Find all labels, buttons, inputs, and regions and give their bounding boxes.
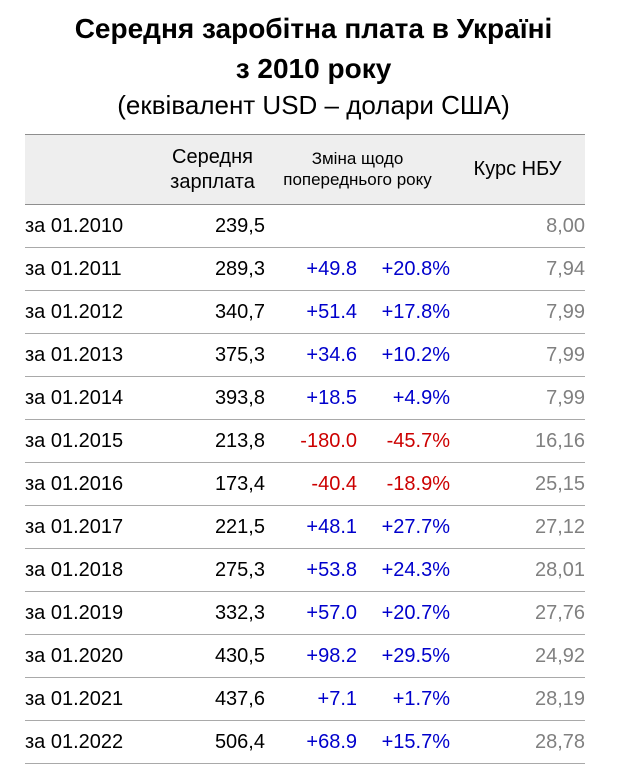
change-abs-cell: +48.1 (265, 506, 357, 549)
table-row (25, 420, 585, 463)
change-pct-cell: +27.7% (357, 506, 450, 549)
change-pct-cell: -45.7% (357, 420, 450, 463)
table-header-row (25, 135, 585, 205)
header-change-cell: Зміна щодо попереднього року (265, 135, 450, 205)
table-row (25, 506, 585, 549)
change-pct-cell: +20.7% (357, 592, 450, 635)
change-abs-cell: +51.4 (265, 291, 357, 334)
rate-cell: 7,99 (450, 377, 585, 420)
change-abs-cell (265, 205, 357, 248)
table-body (25, 205, 585, 764)
change-abs-cell: -180.0 (265, 420, 357, 463)
header-salary-cell: Середня зарплата (160, 135, 265, 205)
salary-cell: 221,5 (160, 506, 265, 549)
header-year-cell (25, 135, 160, 205)
salary-cell: 332,3 (160, 592, 265, 635)
table-head (25, 135, 585, 205)
table-row (25, 334, 585, 377)
salary-cell: 213,8 (160, 420, 265, 463)
change-abs-cell: +7.1 (265, 678, 357, 721)
salary-cell: 340,7 (160, 291, 265, 334)
salary-cell: 289,3 (160, 248, 265, 291)
rate-cell: 28,01 (450, 549, 585, 592)
change-pct-cell: +1.7% (357, 678, 450, 721)
year-cell: за 01.2019 (25, 592, 160, 635)
year-cell: за 01.2020 (25, 635, 160, 678)
salary-cell: 375,3 (160, 334, 265, 377)
rate-cell: 28,78 (450, 721, 585, 764)
year-cell: за 01.2015 (25, 420, 160, 463)
salary-cell: 430,5 (160, 635, 265, 678)
salary-table (25, 134, 585, 764)
change-pct-cell (357, 205, 450, 248)
change-abs-cell: +49.8 (265, 248, 357, 291)
year-cell: за 01.2014 (25, 377, 160, 420)
change-pct-cell: +4.9% (357, 377, 450, 420)
change-abs-cell: +57.0 (265, 592, 357, 635)
title-line-1: Середня заробітна плата в Україні (74, 13, 553, 44)
rate-cell: 25,15 (450, 463, 585, 506)
change-abs-cell: +68.9 (265, 721, 357, 764)
rate-cell: 24,92 (450, 635, 585, 678)
salary-cell: 506,4 (160, 721, 265, 764)
year-cell: за 01.2017 (25, 506, 160, 549)
change-pct-cell: +24.3% (357, 549, 450, 592)
change-pct-cell: +29.5% (357, 635, 450, 678)
rate-cell: 7,94 (450, 248, 585, 291)
year-cell: за 01.2012 (25, 291, 160, 334)
year-cell: за 01.2018 (25, 549, 160, 592)
year-cell: за 01.2013 (25, 334, 160, 377)
year-cell: за 01.2021 (25, 678, 160, 721)
change-pct-cell: +10.2% (357, 334, 450, 377)
salary-cell: 393,8 (160, 377, 265, 420)
table-row (25, 291, 585, 334)
table-row (25, 549, 585, 592)
table-row (25, 592, 585, 635)
change-pct-cell: +17.8% (357, 291, 450, 334)
salary-cell: 239,5 (160, 205, 265, 248)
rate-cell: 27,12 (450, 506, 585, 549)
table-row (25, 205, 585, 248)
title-line-2: з 2010 року (235, 53, 392, 84)
table-row (25, 678, 585, 721)
table-row (25, 463, 585, 506)
salary-cell: 173,4 (160, 463, 265, 506)
salary-cell: 275,3 (160, 549, 265, 592)
change-abs-cell: -40.4 (265, 463, 357, 506)
rate-cell: 28,19 (450, 678, 585, 721)
year-cell: за 01.2016 (25, 463, 160, 506)
rate-cell: 16,16 (450, 420, 585, 463)
salary-cell: 437,6 (160, 678, 265, 721)
change-pct-cell: +15.7% (357, 721, 450, 764)
rate-cell: 8,00 (450, 205, 585, 248)
change-abs-cell: +18.5 (265, 377, 357, 420)
table-row (25, 635, 585, 678)
year-cell: за 01.2022 (25, 721, 160, 764)
year-cell: за 01.2010 (25, 205, 160, 248)
change-pct-cell: +20.8% (357, 248, 450, 291)
rate-cell: 27,76 (450, 592, 585, 635)
change-abs-cell: +98.2 (265, 635, 357, 678)
rate-cell: 7,99 (450, 334, 585, 377)
table-row (25, 721, 585, 764)
header-rate-cell: Курс НБУ (450, 135, 585, 205)
table-row (25, 377, 585, 420)
page-title (0, 0, 627, 89)
change-abs-cell: +34.6 (265, 334, 357, 377)
table-row (25, 248, 585, 291)
page-subtitle: (еквівалент USD – долари США) (117, 90, 510, 120)
change-pct-cell: -18.9% (357, 463, 450, 506)
change-abs-cell: +53.8 (265, 549, 357, 592)
year-cell: за 01.2011 (25, 248, 160, 291)
rate-cell: 7,99 (450, 291, 585, 334)
